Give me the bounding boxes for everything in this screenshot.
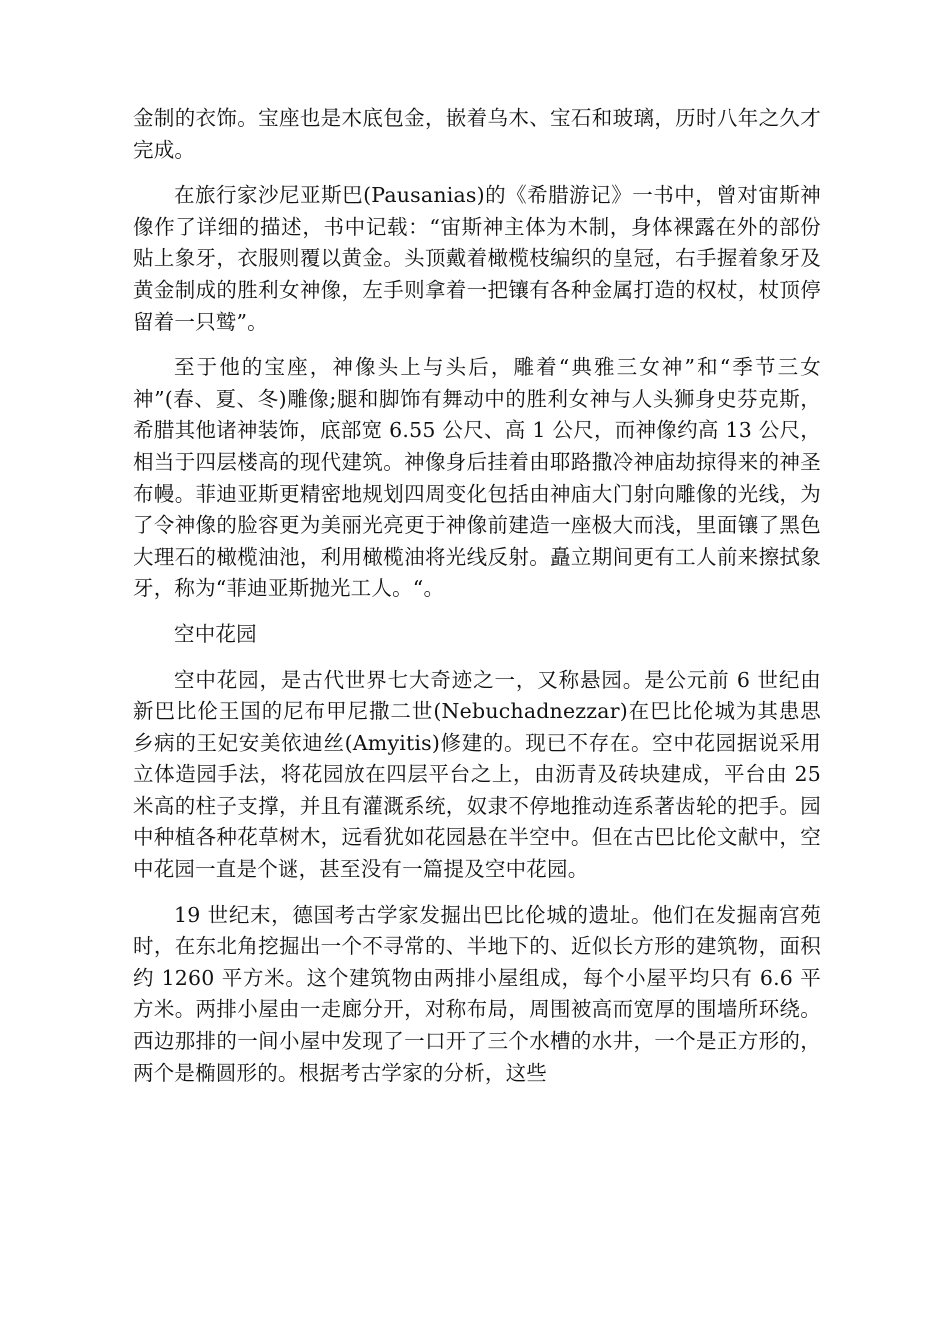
paragraph-pausanias-description: 在旅行家沙尼亚斯巴(Pausanias)的《希腊游记》一书中，曾对宙斯神像作了详细的描述，书中记载：“宙斯神主体为木制，身体裸露在外的部份贴上象牙，衣服则覆以黄金。头顶戴着橄榄枝编织的皇冠，右手握着象牙及黄金制成的胜利女神像，左手则拿着一把镶有各种金属打造的权杖，杖顶停留着一只鹫”。 [133,183,821,334]
section-heading-hanging-gardens: 空中花园 [174,621,257,646]
paragraph-excavation: 19 世纪末，德国考古学家发掘出巴比伦城的遗址。他们在发掘南宫苑时，在东北角挖掘出一个不寻常的、半地下的、近似长方形的建筑物，面积约 1260 平方米。这个建筑物由两排小屋组成，每个小屋平均只有 6.6 平方米。两排小屋由一走廊分开，对称布局，周围被高而宽厚的围墙所环绕。西边那排的一间小屋中发现了一口开了三个水槽的水井，一个是正方形的，两个是椭圆形的。根据考古学家的分析，这些 [133,902,821,1085]
paragraph-continuation: 金制的衣饰。宝座也是木底包金，嵌着乌木、宝石和玻璃，历时八年之久才完成。 [133,106,821,162]
paragraph-throne-description: 至于他的宝座，神像头上与头后，雕着“典雅三女神”和“季节三女神”(春、夏、冬)雕像;腿和脚饰有舞动中的胜利女神与人头狮身史芬克斯，希腊其他诸神装饰，底部宽 6.55 公尺、高 1 公尺，而神像约高 13 公尺，相当于四层楼高的现代建筑。神像身后挂着由耶路撒冷神庙劫掠得来的神圣布幔。菲迪亚斯更精密地规划四周变化包括由神庙大门射向雕像的光线，为了令神像的脸容更为美丽光亮更于神像前建造一座极大而浅，里面镶了黑色大理石的橄榄油池，利用橄榄油将光线反射。矗立期间更有工人前来擦拭象牙，称为“菲迪亚斯抛光工人。“。 [133,355,821,601]
paragraph-hanging-gardens-intro: 空中花园，是古代世界七大奇迹之一，又称悬园。是公元前 6 世纪由新巴比伦王国的尼布甲尼撒二世(Nebuchadnezzar)在巴比伦城为其患思乡病的王妃安美依迪丝(Amyitis)修建的。现已不存在。空中花园据说采用立体造园手法，将花园放在四层平台之上，由沥青及砖块建成，平台由 25 米高的柱子支撑，并且有灌溉系统，奴隶不停地推动连系著齿轮的把手。园中种植各种花草树木，远看犹如花园悬在半空中。但在古巴比伦文献中，空中花园一直是个谜，甚至没有一篇提及空中花园。 [133,667,821,882]
document-body [133,103,821,1103]
